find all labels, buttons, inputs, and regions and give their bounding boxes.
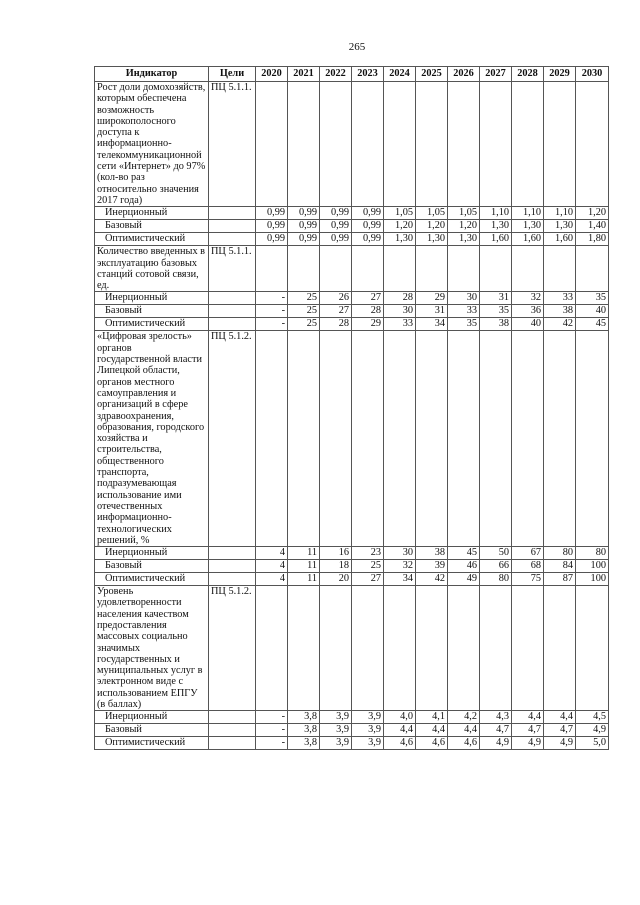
value-cell: 100	[576, 560, 609, 573]
value-cell: 28	[352, 305, 384, 318]
empty-cell	[288, 82, 320, 207]
empty-cell	[209, 711, 256, 724]
value-cell: 29	[352, 318, 384, 331]
scenario-row	[95, 560, 609, 573]
scenario-row	[95, 547, 609, 560]
value-cell: 35	[448, 318, 480, 331]
header-cell: 2025	[416, 67, 448, 82]
empty-cell	[576, 246, 609, 292]
empty-cell	[448, 586, 480, 711]
value-cell: 4,0	[384, 711, 416, 724]
header-cell: Цели	[209, 67, 256, 82]
scenario-row	[95, 724, 609, 737]
empty-cell	[352, 586, 384, 711]
indicator-name: «Цифровая зрелость» органов государственной власти Липецкой области, органов местного самоуправления и организаций в сфере здравоохранения, образования, городского хозяйства и строительства, общественного транспорта, подразумевающая использование ими отечественных информационно-технологических решений, %	[95, 331, 209, 547]
value-cell: 0,99	[352, 207, 384, 220]
value-cell: 40	[576, 305, 609, 318]
value-cell: 0,99	[320, 220, 352, 233]
value-cell: 0,99	[352, 233, 384, 246]
empty-cell	[352, 82, 384, 207]
value-cell: 75	[512, 573, 544, 586]
value-cell: 27	[352, 573, 384, 586]
empty-cell	[544, 331, 576, 547]
empty-cell	[384, 586, 416, 711]
value-cell: 28	[320, 318, 352, 331]
value-cell: 30	[448, 292, 480, 305]
value-cell: -	[256, 305, 288, 318]
value-cell: 39	[416, 560, 448, 573]
indicator-goal: ПЦ 5.1.1.	[209, 246, 256, 292]
value-cell: 80	[576, 547, 609, 560]
value-cell: 0,99	[288, 233, 320, 246]
indicator-row	[95, 246, 609, 292]
indicator-goal: ПЦ 5.1.2.	[209, 331, 256, 547]
value-cell: 18	[320, 560, 352, 573]
empty-cell	[576, 82, 609, 207]
value-cell: 31	[480, 292, 512, 305]
value-cell: 1,60	[544, 233, 576, 246]
empty-cell	[448, 331, 480, 547]
value-cell: -	[256, 724, 288, 737]
empty-cell	[256, 331, 288, 547]
header-cell: Индикатор	[95, 67, 209, 82]
value-cell: 1,60	[480, 233, 512, 246]
value-cell: 25	[352, 560, 384, 573]
scenario-name: Оптимистический	[95, 573, 209, 586]
header-cell: 2029	[544, 67, 576, 82]
value-cell: 1,10	[512, 207, 544, 220]
value-cell: 80	[480, 573, 512, 586]
empty-cell	[416, 82, 448, 207]
value-cell: 16	[320, 547, 352, 560]
value-cell: 25	[288, 305, 320, 318]
scenario-name: Инерционный	[95, 547, 209, 560]
value-cell: 87	[544, 573, 576, 586]
value-cell: 35	[576, 292, 609, 305]
empty-cell	[209, 305, 256, 318]
value-cell: 45	[576, 318, 609, 331]
value-cell: 11	[288, 560, 320, 573]
value-cell: 4,6	[384, 737, 416, 750]
value-cell: 38	[416, 547, 448, 560]
header-cell: 2024	[384, 67, 416, 82]
empty-cell	[416, 586, 448, 711]
value-cell: 4,4	[416, 724, 448, 737]
value-cell: 1,05	[448, 207, 480, 220]
scenario-row	[95, 318, 609, 331]
value-cell: 1,10	[544, 207, 576, 220]
value-cell: 3,8	[288, 724, 320, 737]
value-cell: 0,99	[288, 220, 320, 233]
value-cell: 1,40	[576, 220, 609, 233]
empty-cell	[288, 586, 320, 711]
value-cell: 1,30	[512, 220, 544, 233]
value-cell: 4,4	[448, 724, 480, 737]
empty-cell	[544, 586, 576, 711]
empty-cell	[320, 82, 352, 207]
value-cell: 4,2	[448, 711, 480, 724]
scenario-name: Инерционный	[95, 292, 209, 305]
value-cell: 33	[448, 305, 480, 318]
value-cell: 1,30	[384, 233, 416, 246]
empty-cell	[384, 331, 416, 547]
header-cell: 2021	[288, 67, 320, 82]
indicator-name: Количество введенных в эксплуатацию базовых станций сотовой связи, ед.	[95, 246, 209, 292]
value-cell: 29	[416, 292, 448, 305]
page-number: 265	[348, 41, 366, 53]
scenario-row	[95, 292, 609, 305]
empty-cell	[480, 586, 512, 711]
value-cell: 38	[480, 318, 512, 331]
value-cell: -	[256, 711, 288, 724]
empty-cell	[512, 586, 544, 711]
value-cell: 0,99	[288, 207, 320, 220]
value-cell: 1,20	[448, 220, 480, 233]
empty-cell	[320, 246, 352, 292]
value-cell: 3,8	[288, 737, 320, 750]
value-cell: 3,9	[320, 724, 352, 737]
value-cell: 1,05	[416, 207, 448, 220]
value-cell: 38	[544, 305, 576, 318]
empty-cell	[288, 331, 320, 547]
value-cell: 4,4	[384, 724, 416, 737]
empty-cell	[576, 586, 609, 711]
empty-cell	[544, 246, 576, 292]
value-cell: 34	[384, 573, 416, 586]
value-cell: 4,1	[416, 711, 448, 724]
scenario-name: Оптимистический	[95, 233, 209, 246]
value-cell: 26	[320, 292, 352, 305]
value-cell: 3,9	[320, 737, 352, 750]
value-cell: 4,4	[544, 711, 576, 724]
header-cell: 2020	[256, 67, 288, 82]
value-cell: 30	[384, 547, 416, 560]
value-cell: 27	[352, 292, 384, 305]
empty-cell	[256, 586, 288, 711]
empty-cell	[480, 246, 512, 292]
header-cell: 2027	[480, 67, 512, 82]
value-cell: 4,7	[480, 724, 512, 737]
value-cell: 3,9	[352, 724, 384, 737]
value-cell: 4,9	[512, 737, 544, 750]
value-cell: 4,9	[480, 737, 512, 750]
indicator-goal: ПЦ 5.1.2.	[209, 586, 256, 711]
value-cell: 0,99	[256, 220, 288, 233]
header-cell: 2023	[352, 67, 384, 82]
value-cell: 30	[384, 305, 416, 318]
empty-cell	[209, 233, 256, 246]
empty-cell	[384, 82, 416, 207]
value-cell: 68	[512, 560, 544, 573]
value-cell: 0,99	[256, 233, 288, 246]
header-row	[95, 67, 609, 82]
value-cell: 67	[512, 547, 544, 560]
value-cell: 0,99	[256, 207, 288, 220]
value-cell: 3,9	[352, 711, 384, 724]
value-cell: 4,5	[576, 711, 609, 724]
scenario-name: Базовый	[95, 220, 209, 233]
value-cell: 100	[576, 573, 609, 586]
value-cell: 35	[480, 305, 512, 318]
empty-cell	[256, 82, 288, 207]
scenario-name: Оптимистический	[95, 737, 209, 750]
value-cell: 0,99	[320, 233, 352, 246]
value-cell: 4,6	[448, 737, 480, 750]
value-cell: 1,30	[416, 233, 448, 246]
value-cell: 28	[384, 292, 416, 305]
indicator-row	[95, 586, 609, 711]
empty-cell	[256, 246, 288, 292]
value-cell: 45	[448, 547, 480, 560]
value-cell: 25	[288, 292, 320, 305]
value-cell: 3,9	[320, 711, 352, 724]
empty-cell	[352, 246, 384, 292]
empty-cell	[480, 82, 512, 207]
value-cell: 34	[416, 318, 448, 331]
header-cell: 2022	[320, 67, 352, 82]
value-cell: -	[256, 737, 288, 750]
value-cell: 11	[288, 573, 320, 586]
scenario-name: Инерционный	[95, 711, 209, 724]
value-cell: 4,7	[544, 724, 576, 737]
value-cell: 4,4	[512, 711, 544, 724]
value-cell: 4	[256, 560, 288, 573]
value-cell: 4	[256, 547, 288, 560]
value-cell: 4,9	[576, 724, 609, 737]
value-cell: 1,30	[480, 220, 512, 233]
header-cell: 2028	[512, 67, 544, 82]
value-cell: 31	[416, 305, 448, 318]
empty-cell	[209, 292, 256, 305]
value-cell: 1,30	[448, 233, 480, 246]
empty-cell	[209, 724, 256, 737]
indicator-name: Уровень удовлетворенности населения качеством предоставления массовых социально значимых государственных и муниципальных услуг в электронном виде с использованием ЕПГУ (в баллах)	[95, 586, 209, 711]
empty-cell	[352, 331, 384, 547]
empty-cell	[512, 82, 544, 207]
empty-cell	[480, 331, 512, 547]
empty-cell	[209, 220, 256, 233]
value-cell: 66	[480, 560, 512, 573]
value-cell: 42	[416, 573, 448, 586]
value-cell: -	[256, 318, 288, 331]
value-cell: 46	[448, 560, 480, 573]
value-cell: 36	[512, 305, 544, 318]
empty-cell	[288, 246, 320, 292]
value-cell: 11	[288, 547, 320, 560]
empty-cell	[209, 547, 256, 560]
scenario-row	[95, 737, 609, 750]
scenario-name: Инерционный	[95, 207, 209, 220]
value-cell: 80	[544, 547, 576, 560]
value-cell: 4,9	[544, 737, 576, 750]
value-cell: 23	[352, 547, 384, 560]
header-cell: 2030	[576, 67, 609, 82]
value-cell: 1,80	[576, 233, 609, 246]
empty-cell	[209, 318, 256, 331]
value-cell: 1,20	[416, 220, 448, 233]
scenario-name: Базовый	[95, 560, 209, 573]
value-cell: 5,0	[576, 737, 609, 750]
value-cell: 3,9	[352, 737, 384, 750]
indicator-goal: ПЦ 5.1.1.	[209, 82, 256, 207]
empty-cell	[448, 82, 480, 207]
value-cell: 27	[320, 305, 352, 318]
value-cell: 32	[384, 560, 416, 573]
empty-cell	[209, 737, 256, 750]
value-cell: 50	[480, 547, 512, 560]
scenario-row	[95, 207, 609, 220]
value-cell: 4,6	[416, 737, 448, 750]
empty-cell	[512, 331, 544, 547]
value-cell: 3,8	[288, 711, 320, 724]
value-cell: 4,7	[512, 724, 544, 737]
scenario-row	[95, 573, 609, 586]
value-cell: 84	[544, 560, 576, 573]
scenario-row	[95, 233, 609, 246]
value-cell: 40	[512, 318, 544, 331]
value-cell: 1,10	[480, 207, 512, 220]
value-cell: 42	[544, 318, 576, 331]
value-cell: 1,60	[512, 233, 544, 246]
indicator-row	[95, 331, 609, 547]
indicators-table	[94, 66, 609, 750]
empty-cell	[448, 246, 480, 292]
value-cell: 1,30	[544, 220, 576, 233]
value-cell: 49	[448, 573, 480, 586]
value-cell: 20	[320, 573, 352, 586]
scenario-row	[95, 305, 609, 318]
empty-cell	[209, 207, 256, 220]
value-cell: 1,05	[384, 207, 416, 220]
value-cell: 1,20	[576, 207, 609, 220]
empty-cell	[209, 573, 256, 586]
scenario-row	[95, 220, 609, 233]
scenario-name: Оптимистический	[95, 318, 209, 331]
value-cell: 0,99	[352, 220, 384, 233]
indicator-row	[95, 82, 609, 207]
value-cell: 4	[256, 573, 288, 586]
scenario-name: Базовый	[95, 724, 209, 737]
empty-cell	[209, 560, 256, 573]
scenario-name: Базовый	[95, 305, 209, 318]
empty-cell	[576, 331, 609, 547]
header-cell: 2026	[448, 67, 480, 82]
value-cell: -	[256, 292, 288, 305]
value-cell: 0,99	[320, 207, 352, 220]
value-cell: 1,20	[384, 220, 416, 233]
scenario-row	[95, 711, 609, 724]
empty-cell	[416, 331, 448, 547]
empty-cell	[544, 82, 576, 207]
value-cell: 32	[512, 292, 544, 305]
value-cell: 33	[384, 318, 416, 331]
value-cell: 33	[544, 292, 576, 305]
empty-cell	[512, 246, 544, 292]
value-cell: 4,3	[480, 711, 512, 724]
empty-cell	[320, 331, 352, 547]
empty-cell	[384, 246, 416, 292]
empty-cell	[320, 586, 352, 711]
indicator-name: Рост доли домохозяйств, которым обеспечена возможность широкополосного доступа к информационно-телекоммуникационной сети «Интернет» до 97% (кол-во раз относительно значения 2017 года)	[95, 82, 209, 207]
empty-cell	[416, 246, 448, 292]
value-cell: 25	[288, 318, 320, 331]
